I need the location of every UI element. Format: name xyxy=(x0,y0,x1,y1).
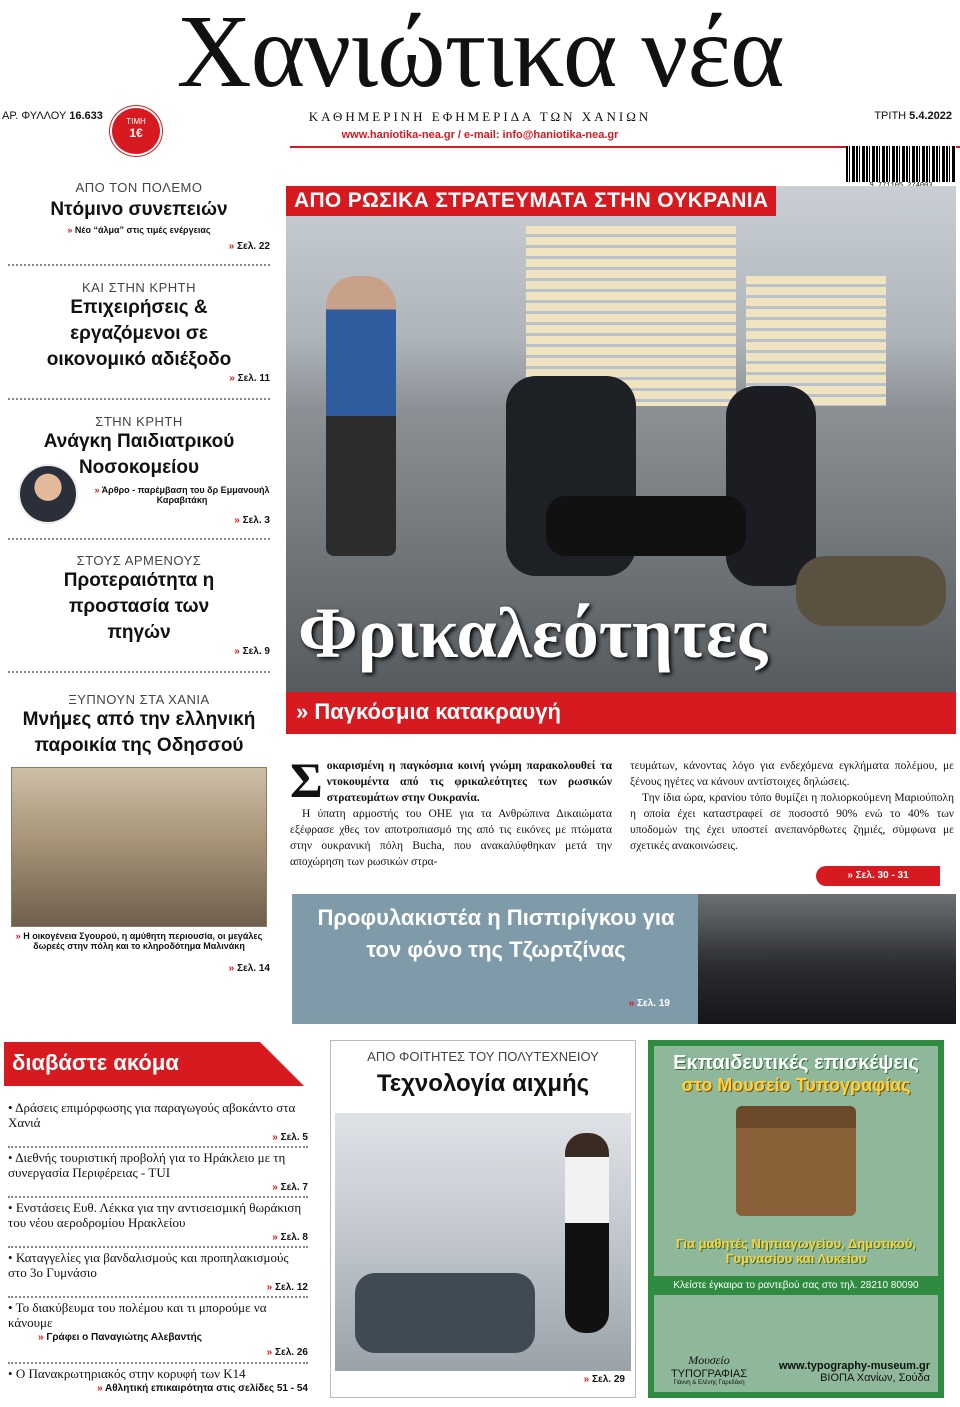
tech-photo xyxy=(335,1113,631,1371)
story-kicker: ΑΠΟ ΤΟΝ ΠΟΛΕΜΟ xyxy=(75,180,203,195)
museum-ad[interactable] xyxy=(648,1040,944,1398)
sidebar-story-springs[interactable] xyxy=(8,553,270,673)
figure-shape xyxy=(326,276,396,556)
issue-date: ΤΡΙΤΗ 5.4.2022 xyxy=(874,110,952,122)
sidebar-story-crete-business[interactable] xyxy=(8,280,270,400)
list-item[interactable] xyxy=(8,1200,308,1248)
price-badge: ΤΙΜΗ 1€ xyxy=(110,106,162,156)
site-urls[interactable]: www.haniotika-nea.gr / e-mail: info@haniotika-nea.gr xyxy=(341,129,619,141)
ad-title: Εκπαιδευτικές επισκέψεις xyxy=(673,1052,919,1074)
story-title[interactable]: Προτεραιότητα η προστασία των πηγών xyxy=(63,570,215,643)
tech-story[interactable] xyxy=(330,1040,636,1398)
page-ref[interactable]: » Σελ. 14 xyxy=(8,963,270,974)
list-item[interactable] xyxy=(8,1150,308,1198)
lead-page-ref[interactable]: » Σελ. 30 - 31 xyxy=(816,866,940,886)
story-sub: » Νέο “άλμα” στις τιμές ενέργειας xyxy=(67,225,211,235)
list-item[interactable] xyxy=(8,1250,308,1298)
page-ref[interactable]: » Σελ. 3 xyxy=(8,515,270,526)
teaser-title[interactable]: Προφυλακιστέα η Πισπιρίγκου για τον φόνο της Τζωρτζίνας xyxy=(317,905,675,962)
story-kicker: ΣΤΗΝ ΚΡΗΤΗ xyxy=(95,414,183,429)
lead-paragraph: Η ύπατη αρμοστής του ΟΗΕ για τα Ανθρώπινα Δικαιώματα εξέφρασε χθες τον αποτροπιασμό της από τις εικόνες με πτώματα στην ουκρανική πόλη Bucha, που ανακαλύφθηκαν μετά την αποχώρηση των ρωσικών στρα- xyxy=(290,808,612,868)
lead-subhead[interactable]: » Παγκόσμια κατακραυγή xyxy=(286,692,956,734)
lead-kicker[interactable]: ΑΠΟ ΡΩΣΙΚΑ ΣΤΡΑΤΕΥΜΑΤΑ ΣΤΗΝ ΟΥΚΡΑΝΙΑ xyxy=(286,186,776,216)
read-more-header: διαβάστε ακόμα xyxy=(4,1042,304,1086)
list-item[interactable] xyxy=(8,1300,308,1364)
story-sub: » Άρθρο - παρέμβαση του δρ Εμμανουήλ Καραβιτάκη xyxy=(94,485,270,505)
police-photo xyxy=(698,894,956,1024)
figure-shape xyxy=(726,386,816,586)
sidebar-story-hospital[interactable] xyxy=(8,414,270,540)
figure-shape xyxy=(546,496,746,556)
story-title[interactable]: Τεχνολογία αιχμής xyxy=(376,1070,590,1097)
newspaper-logo[interactable]: Χανιώτικα νέα xyxy=(176,0,784,109)
lead-intro: οκαρισμένη η παγκόσμια κοινή γνώμη παρακολουθεί τα ντοκουμέντα από τις φρικαλεότητες των ρωσικών στρατευμάτων στην Ουκρανία. xyxy=(326,760,612,804)
ad-url[interactable]: www.typography-museum.gr xyxy=(778,1360,930,1372)
author-avatar xyxy=(18,464,78,524)
ad-address: ΒΙΟΠΑ Χανίων, Σούδα xyxy=(820,1372,930,1384)
ad-contact xyxy=(779,1360,930,1384)
story-kicker: ΑΠΟ ΦΟΙΤΗΤΕΣ ΤΟΥ ΠΟΛΥΤΕΧΝΕΙΟΥ xyxy=(367,1049,599,1064)
read-more-text: • Ο Πανακρωτηριακός στην κορυφή των Κ14 xyxy=(8,1366,246,1381)
page-ref[interactable]: » Σελ. 8 xyxy=(8,1230,308,1245)
lead-body-col-2 xyxy=(630,758,954,858)
read-more-text: • Δράσεις επιμόρφωσης για παραγωγούς αβοκάντο στα Χανιά xyxy=(8,1100,296,1130)
story-kicker: ΚΑΙ ΣΤΗΝ ΚΡΗΤΗ xyxy=(82,280,196,295)
sidebar-story-odessa[interactable] xyxy=(8,692,270,1028)
story-sub: » Η οικογένεια Σγουρού, η αμύθητη περιουσία, οι μεγάλες δωρεές στην πόλη και το κληροδότημα Μαλινάκη xyxy=(15,931,263,951)
story-title[interactable]: Ανάγκη Παιδιατρικού Νοσοκομείου xyxy=(43,431,235,478)
story-kicker: ΣΤΟΥΣ ΑΡΜΕΝΟΥΣ xyxy=(76,553,202,568)
list-item[interactable] xyxy=(8,1100,308,1148)
museum-logo: Μουσείο ΤΥΠΟΓΡΑΦΙΑΣ Γιάννη & Ελένης Γαρεδάκη xyxy=(670,1353,748,1386)
lead-paragraph: Την ίδια ώρα, κρανίου τόπο θυμίζει η πολιορκούμενη Μαριούπολη η οποία έχει καταστραφεί σε ποσοστό 90% ενώ το 40% των υποδομών της έχει υποστεί ανεπανόρθωτες ζημιές, σύμφωνα με σχετικές ανακοινώσεις. xyxy=(630,792,954,852)
page-ref[interactable]: » Σελ. 11 xyxy=(8,373,270,384)
read-more-text: • Διεθνής τουριστική προβολή για το Ηράκλειο με τη συνεργασία Περιφέρειας - TUI xyxy=(8,1150,286,1180)
odessa-family-photo xyxy=(11,767,267,927)
page-ref[interactable]: » Σελ. 22 xyxy=(8,241,270,252)
page-ref[interactable]: » Αθλητική επικαιρότητα στις σελίδες 51 - 54 xyxy=(8,1381,308,1396)
page-ref[interactable]: » Σελ. 12 xyxy=(8,1280,308,1295)
sidebar-story-war[interactable] xyxy=(8,180,270,266)
dropcap: Σ xyxy=(290,752,323,808)
masthead xyxy=(0,0,960,150)
story-title[interactable]: Μνήμες από την ελληνική παροικία της Οδησσού xyxy=(22,709,256,756)
read-more-corner xyxy=(260,1042,304,1086)
teaser-page-ref[interactable]: » Σελ. 19 xyxy=(560,998,670,1009)
lead-paragraph: τευμάτων, κάνοντας λόγο για ενδεχόμενα εγκλήματα πολέμου, με ξένους ηγέτες να κάνουν αντίστοιχες δηλώσεις. xyxy=(630,760,954,788)
vehicle-shape xyxy=(355,1273,535,1353)
ad-subtitle: στο Μουσείο Τυπογραφίας xyxy=(681,1075,911,1095)
printing-press-icon xyxy=(736,1106,856,1216)
page-ref[interactable]: » Σελ. 7 xyxy=(8,1180,308,1195)
tagline: ΚΑΘΗΜΕΡΙΝΗ ΕΦΗΜΕΡΙΔΑ ΤΩΝ ΧΑΝΙΩΝ xyxy=(308,109,652,124)
page-ref[interactable]: » Σελ. 5 xyxy=(8,1130,308,1145)
lead-headline[interactable]: Φρικαλεότητες xyxy=(298,593,768,673)
story-kicker: ΞΥΠΝΟΥΝ ΣΤΑ ΧΑΝΙΑ xyxy=(68,692,210,707)
lead-body-col-1 xyxy=(290,752,612,874)
read-more-extra: » Γράφει ο Παναγιώτης Αλεβαντής xyxy=(38,1332,202,1343)
read-more-text: • Καταγγελίες για βανδαλισμούς και προπηλακισμούς στο 3ο Γυμνάσιο xyxy=(8,1250,289,1280)
figure-shape xyxy=(565,1133,609,1333)
issue-number: ΑΡ. ΦΥΛΛΟΥ 16.633 xyxy=(2,110,103,122)
read-more-text: • Το διακύβευμα του πολέμου και τι μπορούμε να κάνουμε xyxy=(8,1300,267,1330)
page-ref[interactable]: » Σελ. 26 xyxy=(8,1345,308,1360)
figure-shape xyxy=(796,556,946,626)
read-more-text: • Ενστάσεις Ευθ. Λέκκα για την αντισεισμική θωράκιση του νέου αεροδρομίου Ηρακλείου xyxy=(8,1200,302,1230)
story-title[interactable]: Επιχειρήσεις & εργαζόμενοι σε οικονομικό αδιέξοδο xyxy=(46,297,232,370)
story-title[interactable]: Ντόμινο συνεπειών xyxy=(50,199,228,220)
page-ref[interactable]: » Σελ. 29 xyxy=(584,1374,625,1385)
ad-audience: Για μαθητές Νηπιαγωγείου, Δημοτικού, Γυμνασίου και Λυκείου xyxy=(675,1236,917,1266)
page-ref[interactable]: » Σελ. 9 xyxy=(8,646,270,657)
list-item[interactable] xyxy=(8,1366,308,1400)
ad-booking: Κλείστε έγκαιρα το ραντεβού σας στο τηλ. 28210 80090 xyxy=(654,1276,938,1295)
